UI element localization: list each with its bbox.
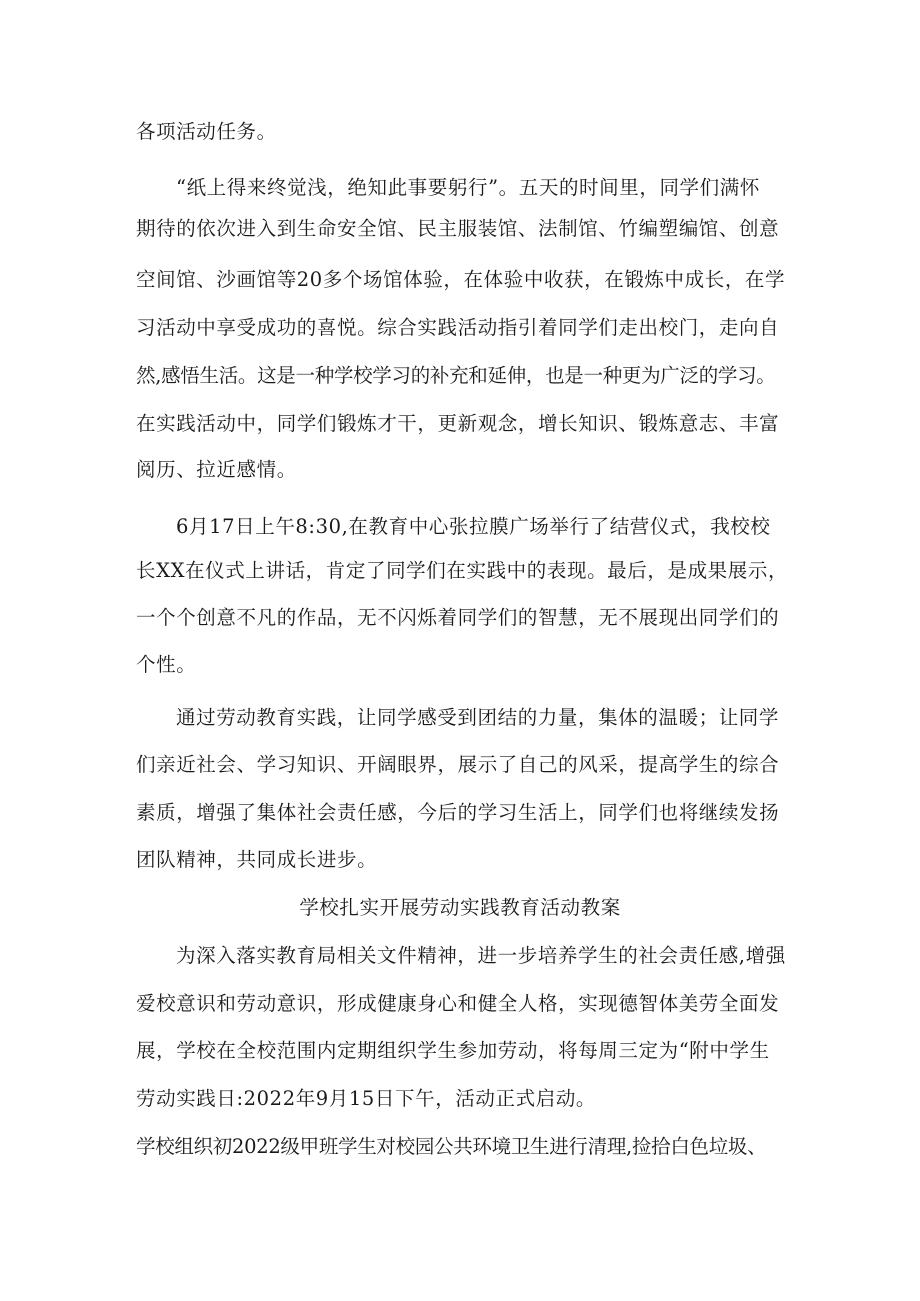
text-line: 期待的依次进入到生命安全馆、民主服装馆、法制馆、竹编塑编馆、创意 [136,217,780,240]
text-line: 通过劳动教育实践，让同学感受到团结的力量，集体的温暖；让同学 [176,706,780,729]
text-line: 个性。 [136,653,197,676]
section-title: 学校扎实开展劳动实践教育活动教案 [299,896,621,919]
text-line: 阅历、拉近感情。 [136,458,297,481]
text-line: 劳动实践日:2022年9月15日下午，活动正式启动。 [136,1087,597,1110]
text-line: 素质，增强了集体社会责任感，今后的学习生活上，同学们也将继续发扬 [136,801,780,824]
text-line: 习活动中享受成功的喜悦。综合实践活动指引着同学们走出校门，走向自 [136,316,780,339]
text-line: 爱校意识和劳动意识，形成健康身心和健全人格，实现德智体美劳全面发 [136,992,780,1015]
text-line: 团队精神，共同成长进步。 [136,848,378,871]
text-line: “纸上得来终觉浅，绝知此事要躬行”。五天的时间里，同学们满怀 [176,176,760,199]
text-line: 一个个创意不凡的作品，无不闪烁着同学们的智慧，无不展现出同学们的 [136,606,780,629]
text-line: 然,感悟生活。这是一种学校学习的补充和延伸，也是一种更为广泛的学习。 [136,364,776,387]
text-line: 在实践活动中，同学们锻炼才干，更新观念，增长知识、锻炼意志、丰富 [136,412,780,435]
text-line: 空间馆、沙画馆等20多个场馆体验，在体验中收获，在锻炼中成长，在学 [136,268,786,291]
text-line: 6月17日上午8:30,在教育中心张拉膜广场举行了结营仪式，我校校 [176,515,771,538]
text-line: 展，学校在全校范围内定期组织学生参加劳动，将每周三定为“附中学生 [136,1039,770,1062]
text-line: 各项活动任务。 [136,120,277,143]
text-line: 学校组织初2022级甲班学生对校园公共环境卫生进行清理,捡拾白色垃圾、 [136,1135,767,1158]
text-line: 们亲近社会、学习知识、开阔眼界，展示了自己的风采，提高学生的综合 [136,753,780,776]
text-line: 为深入落实教育局相关文件精神，进一步培养学生的社会责任感,增强 [176,944,786,967]
text-line: 长XX在仪式上讲话，肯定了同学们在实践中的表现。最后，是成果展示， [136,559,789,582]
